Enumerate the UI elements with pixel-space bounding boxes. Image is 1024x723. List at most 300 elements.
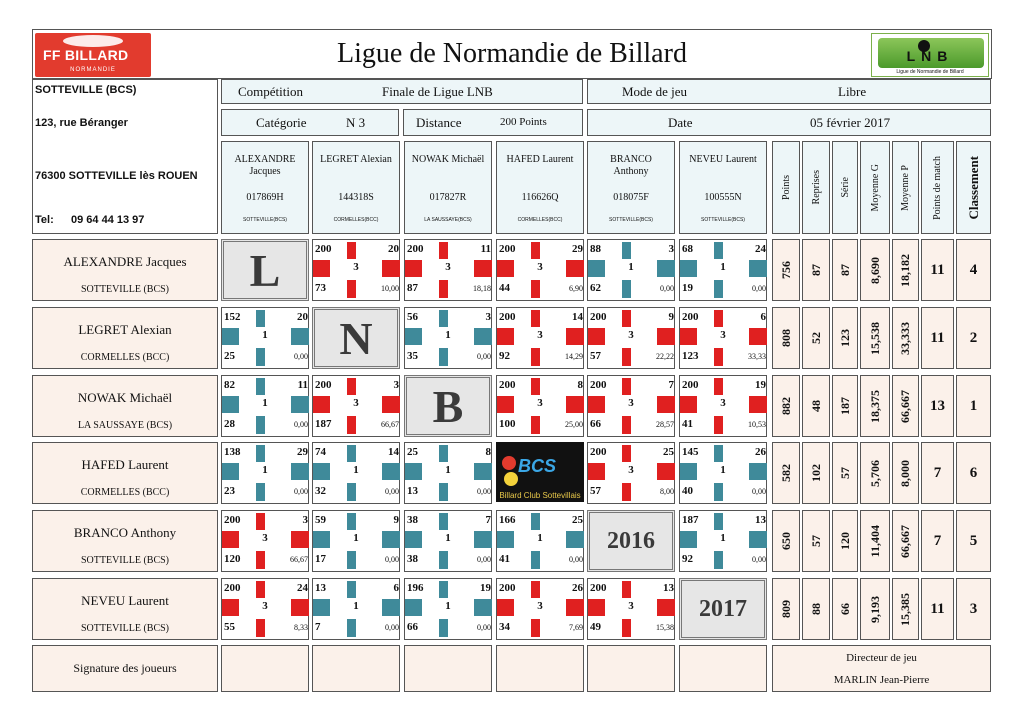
result-marker: [382, 260, 400, 277]
stat-value: 11: [930, 329, 945, 346]
player-stat-moy_p: [892, 442, 919, 504]
player-stat-moy_p: [892, 375, 919, 437]
match-moyenne: 0,00: [385, 555, 399, 564]
player-column-header: [404, 141, 492, 234]
match-reprises: 11: [297, 379, 308, 391]
result-marker: [439, 581, 448, 598]
stat-value: 120: [837, 532, 852, 550]
player-column-header: [587, 141, 675, 234]
result-marker: [497, 260, 514, 277]
column-player-club: CORMELLES(BCC): [517, 217, 563, 223]
result-marker: [531, 513, 540, 530]
match-opponent-points: 87: [407, 282, 418, 294]
row-player-name: BRANCO Anthony: [73, 525, 177, 540]
result-marker: [566, 599, 584, 616]
player-stat-moy_p: [892, 307, 919, 369]
lnb-logo: [871, 33, 989, 77]
match-reprises: 7: [485, 514, 491, 526]
club-tel: 09 64 44 13 97: [71, 214, 145, 226]
match-reprises: 25: [663, 446, 674, 458]
match-points: 82: [224, 379, 235, 391]
result-marker: [588, 599, 605, 616]
stat-value: 15,538: [867, 321, 882, 355]
signature-label: Signature des joueurs: [73, 661, 177, 675]
match-points-de-match: 1: [353, 600, 359, 612]
match-result-cell: [221, 307, 309, 369]
match-result-cell: [404, 307, 492, 369]
result-marker: [497, 531, 514, 548]
match-points: 200: [224, 514, 241, 526]
match-reprises: 8: [577, 379, 583, 391]
stat-header: [921, 141, 954, 234]
logo-left-text: FF BILLARD: [43, 47, 129, 63]
result-marker: [622, 483, 631, 501]
stat-value: 1: [969, 397, 978, 414]
result-marker: [382, 531, 400, 548]
player-stat-moy_p: [892, 239, 919, 301]
match-result-cell: [312, 239, 400, 301]
match-reprises: 26: [755, 446, 766, 458]
club-city: 76300 SOTTEVILLE lès ROUEN: [35, 170, 198, 182]
stat-value: 8,690: [867, 256, 882, 284]
match-moyenne: 66,67: [381, 420, 399, 429]
match-points: 56: [407, 311, 418, 323]
signature-label-box: [32, 645, 218, 692]
stat-value: 52: [808, 332, 823, 344]
competition-box: [221, 79, 583, 104]
match-points: 13: [315, 582, 326, 594]
row-player-name: HAFED Laurent: [81, 457, 169, 472]
match-points-de-match: 1: [262, 464, 268, 476]
stat-value: 123: [837, 329, 852, 347]
result-marker: [622, 619, 631, 637]
player-stat-rank: [956, 375, 991, 437]
yellow-ball-icon: [504, 472, 518, 486]
match-points: 200: [499, 582, 516, 594]
result-marker: [256, 348, 265, 366]
match-points-de-match: 3: [445, 261, 451, 273]
category-value: N 3: [346, 115, 366, 130]
row-player-name: NEVEU Laurent: [81, 593, 169, 608]
match-points: 200: [315, 243, 332, 255]
result-marker: [256, 416, 265, 434]
match-result-cell: [587, 375, 675, 437]
match-moyenne: 18,18: [473, 284, 491, 293]
match-points-de-match: 3: [353, 261, 359, 273]
match-moyenne: 6,90: [569, 284, 583, 293]
result-marker: [749, 328, 767, 345]
match-opponent-points: 62: [590, 282, 601, 294]
match-reprises: 7: [668, 379, 674, 391]
column-player-club: SOTTEVILLE(BCS): [243, 217, 287, 223]
match-reprises: 24: [297, 582, 308, 594]
signature-box[interactable]: [496, 645, 584, 692]
result-marker: [313, 599, 330, 616]
logo-left-sub: NORMANDIE: [70, 67, 116, 73]
match-result-cell: [587, 442, 675, 504]
result-marker: [222, 599, 239, 616]
match-result-cell: [679, 442, 767, 504]
result-marker: [313, 396, 330, 413]
match-result-cell: [679, 375, 767, 437]
player-stat-points: [772, 442, 800, 504]
match-moyenne: 0,00: [752, 555, 766, 564]
column-player-licence: 100555N: [704, 192, 742, 203]
match-moyenne: 14,29: [565, 352, 583, 361]
match-result-cell: [679, 510, 767, 572]
match-reprises: 6: [760, 311, 766, 323]
competition-label: Compétition: [238, 84, 303, 99]
result-marker: [291, 599, 309, 616]
stat-value: 756: [778, 261, 793, 279]
player-stat-pm: [921, 442, 954, 504]
match-result-cell: [312, 510, 400, 572]
match-reprises: 3: [393, 379, 399, 391]
director-label: Directeur de jeu: [846, 652, 917, 664]
stat-value: 11: [930, 600, 945, 617]
stat-value: 87: [808, 264, 823, 276]
match-reprises: 19: [755, 379, 766, 391]
match-opponent-points: 92: [499, 350, 510, 362]
stat-value: 88: [808, 603, 823, 615]
match-points-de-match: 1: [353, 464, 359, 476]
result-marker: [531, 619, 540, 637]
match-points-de-match: 1: [262, 397, 268, 409]
result-marker: [256, 581, 265, 598]
result-marker: [256, 378, 265, 395]
result-marker: [291, 463, 309, 480]
match-moyenne: 7,69: [569, 623, 583, 632]
club-info: [32, 79, 218, 234]
match-result-cell: [312, 375, 400, 437]
player-stat-moy_g: [860, 510, 890, 572]
result-marker: [749, 531, 767, 548]
player-stat-moy_g: [860, 239, 890, 301]
match-points-de-match: 1: [628, 261, 634, 273]
match-result-cell: [221, 578, 309, 640]
director-name: MARLIN Jean-Pierre: [833, 674, 930, 686]
match-points: 187: [682, 514, 699, 526]
player-stat-reprises: [802, 578, 830, 640]
match-points-de-match: 3: [537, 261, 543, 273]
result-marker: [439, 310, 448, 327]
player-stat-moy_p: [892, 510, 919, 572]
match-points-de-match: 1: [262, 329, 268, 341]
signature-box[interactable]: [221, 645, 309, 692]
column-player-name: BRANCO Anthony: [610, 154, 652, 177]
result-marker: [714, 483, 723, 501]
match-points-de-match: 3: [628, 329, 634, 341]
player-row-label: [32, 578, 218, 640]
result-marker: [256, 445, 265, 462]
match-reprises: 3: [485, 311, 491, 323]
signature-box[interactable]: [404, 645, 492, 692]
match-points-de-match: 3: [628, 600, 634, 612]
match-points: 200: [682, 379, 699, 391]
result-marker: [497, 599, 514, 616]
result-marker: [622, 242, 631, 259]
mode-box: [587, 79, 991, 104]
result-marker: [531, 551, 540, 569]
result-marker: [622, 280, 631, 298]
player-stat-pm: [921, 239, 954, 301]
match-points: 200: [590, 311, 607, 323]
column-player-club: SOTTEVILLE(BCS): [701, 217, 745, 223]
match-points: 152: [224, 311, 241, 323]
match-points-de-match: 3: [720, 329, 726, 341]
column-player-licence: 144318S: [338, 192, 374, 203]
match-points-de-match: 3: [262, 600, 268, 612]
row-player-club: CORMELLES (BCC): [80, 352, 170, 363]
title-bar: [32, 29, 992, 79]
signature-box[interactable]: [587, 645, 675, 692]
match-points: 200: [407, 243, 424, 255]
result-marker: [256, 619, 265, 637]
match-opponent-points: 66: [407, 621, 418, 633]
result-marker: [680, 463, 697, 480]
match-reprises: 8: [485, 446, 491, 458]
result-marker: [347, 378, 356, 395]
date-box: [587, 109, 991, 136]
result-marker: [531, 378, 540, 395]
date-value: 05 février 2017: [810, 115, 891, 130]
match-reprises: 9: [393, 514, 399, 526]
stat-value: 18,182: [898, 253, 912, 287]
result-marker: [680, 531, 697, 548]
match-reprises: 9: [668, 311, 674, 323]
stat-header-label: Points: [780, 174, 792, 200]
match-points: 25: [407, 446, 418, 458]
club-address: 123, rue Béranger: [35, 117, 128, 129]
result-marker: [313, 531, 330, 548]
stat-header-label: Série: [839, 177, 851, 198]
match-result-cell: [587, 307, 675, 369]
match-points: 68: [682, 243, 693, 255]
signature-box[interactable]: [312, 645, 400, 692]
result-marker: [588, 328, 605, 345]
match-result-cell: [496, 578, 584, 640]
stat-header-label: Points de match: [932, 155, 943, 220]
column-player-name: NOWAK Michaël: [411, 154, 485, 165]
player-stat-pm: [921, 307, 954, 369]
stat-value: 15,385: [898, 592, 912, 626]
player-stat-moy_p: [892, 578, 919, 640]
match-opponent-points: 23: [224, 485, 235, 497]
match-opponent-points: 57: [590, 485, 601, 497]
diagonal-label: 2017: [699, 595, 747, 622]
stat-value: 7: [933, 464, 942, 481]
player-stat-moy_g: [860, 578, 890, 640]
match-result-cell: [404, 442, 492, 504]
result-marker: [382, 599, 400, 616]
result-marker: [622, 378, 631, 395]
result-marker: [256, 310, 265, 327]
match-points-de-match: 1: [720, 464, 726, 476]
match-result-cell: [587, 239, 675, 301]
player-stat-pm: [921, 510, 954, 572]
match-result-cell: [679, 239, 767, 301]
match-moyenne: 33,33: [748, 352, 766, 361]
match-opponent-points: 28: [224, 418, 235, 430]
match-points-de-match: 1: [353, 532, 359, 544]
player-stat-rank: [956, 442, 991, 504]
player-stat-serie: [832, 307, 858, 369]
column-player-name: ALEXANDRE Jacques: [234, 154, 296, 177]
match-points: 59: [315, 514, 326, 526]
result-marker: [347, 416, 356, 434]
match-opponent-points: 40: [682, 485, 693, 497]
match-points: 138: [224, 446, 241, 458]
stat-value: 66,667: [898, 389, 912, 423]
player-stat-rank: [956, 578, 991, 640]
result-marker: [714, 513, 723, 530]
stat-value: 13: [930, 397, 945, 414]
distance-label: Distance: [416, 115, 462, 130]
result-marker: [222, 396, 239, 413]
column-player-name: NEVEU Laurent: [689, 154, 757, 165]
match-reprises: 29: [572, 243, 583, 255]
result-marker: [439, 513, 448, 530]
match-moyenne: 22,22: [656, 352, 674, 361]
match-moyenne: 0,00: [385, 487, 399, 496]
result-marker: [566, 396, 584, 413]
result-marker: [714, 310, 723, 327]
match-result-cell: [587, 578, 675, 640]
result-marker: [439, 280, 448, 298]
match-points: 145: [682, 446, 699, 458]
result-marker: [347, 483, 356, 501]
match-moyenne: 0,00: [477, 487, 491, 496]
diagonal-cell: [404, 375, 492, 437]
row-player-name: NOWAK Michaël: [77, 390, 173, 405]
signature-box[interactable]: [679, 645, 767, 692]
player-stat-pm: [921, 578, 954, 640]
player-row-label: [32, 307, 218, 369]
match-opponent-points: 38: [407, 553, 418, 565]
match-points-de-match: 1: [445, 532, 451, 544]
diagonal-cell: [587, 510, 675, 572]
match-reprises: 11: [480, 243, 491, 255]
match-moyenne: 15,38: [656, 623, 674, 632]
column-player-name: HAFED Laurent: [506, 154, 574, 165]
match-points: 200: [499, 311, 516, 323]
match-moyenne: 0,00: [660, 284, 674, 293]
match-points-de-match: 1: [445, 464, 451, 476]
result-marker: [497, 396, 514, 413]
match-reprises: 25: [572, 514, 583, 526]
match-reprises: 14: [572, 311, 583, 323]
player-stat-serie: [832, 578, 858, 640]
result-marker: [566, 531, 584, 548]
result-marker: [405, 463, 422, 480]
result-marker: [347, 551, 356, 569]
stat-header: [860, 141, 890, 234]
match-reprises: 20: [388, 243, 399, 255]
diagonal-cell: [221, 239, 309, 301]
stat-value: 4: [969, 261, 978, 278]
result-marker: [347, 242, 356, 259]
result-marker: [531, 416, 540, 434]
stat-value: 5: [969, 532, 978, 549]
result-marker: [347, 513, 356, 530]
player-row-label: [32, 375, 218, 437]
match-points-de-match: 1: [720, 532, 726, 544]
result-marker: [714, 348, 723, 366]
competition-value: Finale de Ligue LNB: [382, 84, 493, 99]
stat-header-label: Classement: [965, 155, 981, 220]
player-stat-points: [772, 510, 800, 572]
result-marker: [405, 328, 422, 345]
player-row-label: [32, 239, 218, 301]
red-ball-icon: [502, 456, 516, 470]
match-reprises: 14: [388, 446, 399, 458]
result-marker: [714, 445, 723, 462]
player-stat-reprises: [802, 375, 830, 437]
result-marker: [222, 463, 239, 480]
player-row-label: [32, 510, 218, 572]
logo-right-text: LNB: [906, 48, 954, 64]
result-marker: [439, 242, 448, 259]
category-box: [221, 109, 399, 136]
ff-billard-logo: [35, 33, 151, 77]
result-marker: [313, 260, 330, 277]
match-points: 200: [315, 379, 332, 391]
player-column-header: [496, 141, 584, 234]
result-marker: [622, 348, 631, 366]
match-result-cell: [496, 510, 584, 572]
column-player-club: LA SAUSSAYE(BCS): [424, 217, 472, 223]
player-stat-serie: [832, 442, 858, 504]
match-points-de-match: 3: [537, 397, 543, 409]
row-player-club: SOTTEVILLE (BCS): [80, 284, 170, 295]
stat-value: 650: [778, 532, 793, 550]
match-reprises: 3: [302, 514, 308, 526]
stat-value: 66,667: [898, 524, 912, 558]
diagonal-label: B: [432, 380, 464, 432]
stat-value: 187: [837, 397, 852, 415]
match-opponent-points: 73: [315, 282, 326, 294]
player-stat-serie: [832, 239, 858, 301]
match-result-cell: [496, 375, 584, 437]
match-reprises: 24: [755, 243, 766, 255]
row-player-club: SOTTEVILLE (BCS): [80, 555, 170, 566]
distance-box: [403, 109, 583, 136]
match-points: 88: [590, 243, 601, 255]
player-stat-serie: [832, 510, 858, 572]
stat-value: 11: [930, 261, 945, 278]
match-result-cell: [221, 375, 309, 437]
match-reprises: 6: [393, 582, 399, 594]
stat-header: [772, 141, 800, 234]
row-player-name: ALEXANDRE Jacques: [63, 254, 187, 269]
result-marker: [657, 599, 675, 616]
stat-header: [832, 141, 858, 234]
match-moyenne: 28,57: [656, 420, 674, 429]
match-points-de-match: 1: [537, 532, 543, 544]
distance-value: 200 Points: [500, 116, 547, 128]
stat-value: 33,333: [898, 321, 912, 355]
result-marker: [474, 599, 492, 616]
result-marker: [749, 463, 767, 480]
result-marker: [531, 581, 540, 598]
match-opponent-points: 19: [682, 282, 693, 294]
match-points-de-match: 1: [445, 329, 451, 341]
result-marker: [657, 260, 675, 277]
match-points-de-match: 3: [262, 532, 268, 544]
player-stat-points: [772, 578, 800, 640]
stat-header: [892, 141, 919, 234]
match-opponent-points: 7: [315, 621, 321, 633]
